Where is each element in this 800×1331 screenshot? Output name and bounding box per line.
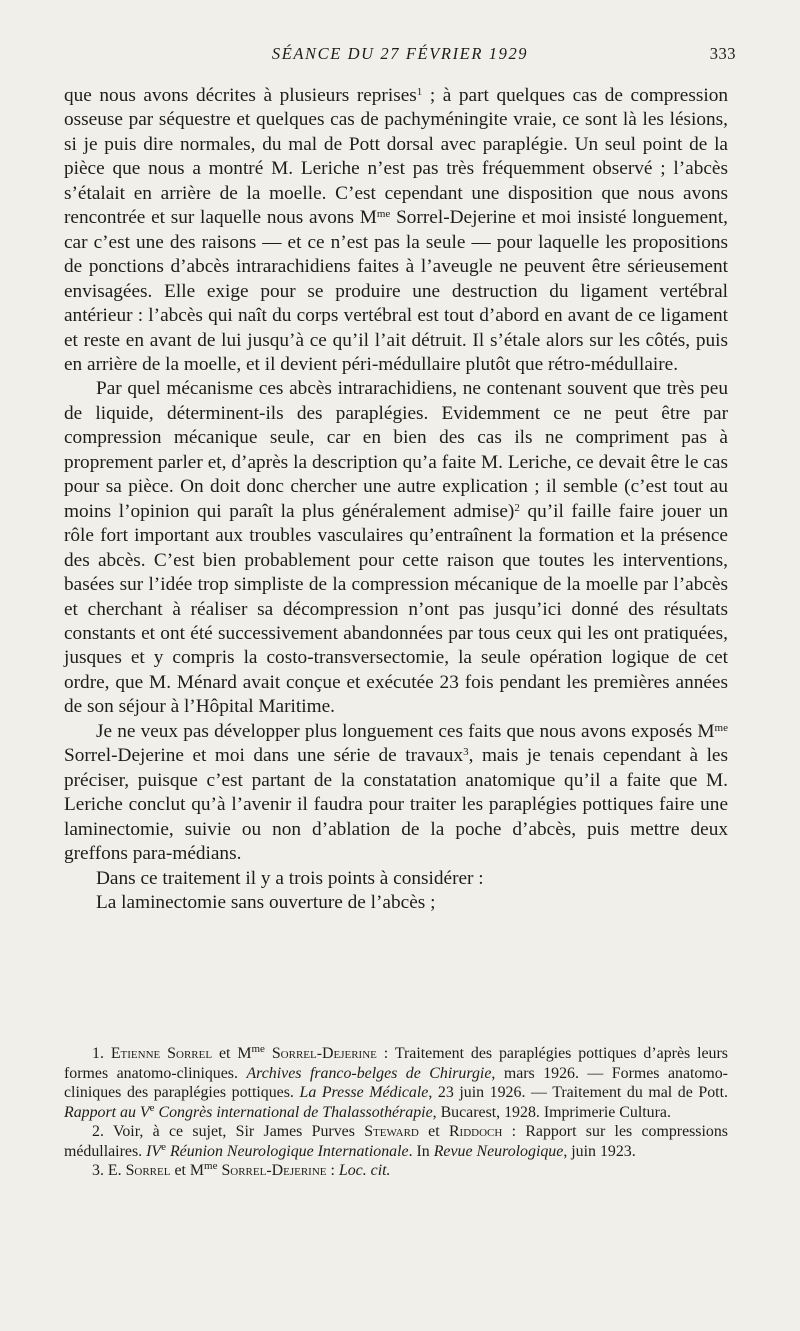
page-header xyxy=(64,44,736,68)
running-head: SÉANCE DU 27 FÉVRIER 1929 xyxy=(271,44,529,63)
body-text xyxy=(64,84,728,915)
paragraph-4: Dans ce traitement il y a trois points à considérer : xyxy=(96,867,484,889)
footnotes xyxy=(64,1044,728,1181)
paragraph-1: que nous avons décrites à plusieurs reprises$^1$ ; à part quelques cas de compression osseuse par séquestre et quelques cas de pachyméningite vraie, ce sont là les lésions, si je puis dire normales, du mal de Pott dorsal avec paraplégie. Un seul point de la pièce que nous a montré M. Leriche n’est pas très fréquemment observé ; l’abcès s’étalait en arrière de la moelle. C’est cependant une disposition que nous avons rencontrée et sur laquelle nous avons $M^{me}$ Sorrel-Dejerine et moi insisté longuement, car c’est une des raisons — et ce n’est pas la seule — pour laquelle les propositions de ponctions d’abcès intrarachidiens faites à l’aveugle ne peuvent être sérieusement envisagées. Elle exige pour se produire une destruction du ligament vertébral antérieur : l’abcès qui naît du corps vertébral est tout d’abord en avant de ce ligament et reste en avant de lui jusqu’à ce qu’il l’ait détruit. Il s’étale alors sur les côtés, puis en arrière de la moelle, et il devient péri-médullaire plutôt que rétro-médullaire. xyxy=(64,85,728,375)
footnote-ref-1: 1 xyxy=(416,85,423,98)
paragraph-3: Je ne veux pas développer plus longuement ces faits que nous avons exposés $M^{me}$ Sorrel-Dejerine et moi dans une série de travaux$^3$, mais je tenais cependant à les préciser, puisque c’est partant de la constatation anatomique qu’il a faite que M. Leriche conclut qu’à l’avenir il faudra pour traiter les paraplégies pottiques faire une laminectomie, suivie ou non d’ablation de la poche d’abcès, puis mettre deux greffons para-médians. xyxy=(64,720,728,865)
footnote-ref-2: 2 xyxy=(514,501,520,514)
page-number: 333 xyxy=(709,44,736,63)
footnote-1: 1. Etienne Sorrel et $M^{me}$ Sorrel-Dejerine : Traitement des paraplégies pottiques d’après leurs formes anatomo-cliniques. Archives franco-belges de Chirurgie, mars 1926. — Formes anatomo-cliniques des paraplégies pottiques. La Presse Médicale, 23 juin 1926. — Traitement du mal de Pott. Rapport au Ve Congrès international de Thalassothérapie, Bucarest, 1928. Imprimerie Cultura. xyxy=(64,1042,728,1121)
paragraph-2: Par quel mécanisme ces abcès intrarachidiens, ne contenant souvent que très peu de liquide, déterminent-ils des paraplégies. Evidemment ce ne peut être par compression mécanique seule, car en bien des cas ils ne compriment pas à proprement parler et, d’après la description qu’a faite M. Leriche, ce devait être le cas pour sa pièce. On doit donc chercher une autre explication ; il semble (c’est tout au moins l’opinion qui paraît la plus généralement admise)$^2$ qu’il faille faire jouer un rôle fort important aux troubles vasculaires qu’entraînent la formation et la présence des abcès. C’est bien probablement pour cette raison que toutes les interventions, basées sur l’idée trop simpliste de la compression mécanique de la moelle par l’abcès et cherchant à réaliser sa décompression n’ont pas jusqu’ici donné des résultats constants et ont été successivement abandonnées par tous ceux qui les ont pratiquées, jusques et y compris la costo-transversectomie, la seule opération logique de cet ordre, que M. Ménard avait conçue et exécutée 23 fois pendant les premières années de son séjour à l’Hôpital Maritime. xyxy=(64,378,728,718)
footnote-2: 2. Voir, à ce sujet, Sir James Purves Steward et Riddoch : Rapport sur les compressions médullaires. IVe Réunion Neurologique Internationale. In Revue Neurologique, juin 1923. xyxy=(64,1123,728,1160)
paragraph-5: La laminectomie sans ouverture de l’abcès ; xyxy=(96,891,436,913)
footnote-3: 3. E. Sorrel et $M^{me}$ Sorrel-Dejerine : Loc. cit. xyxy=(92,1159,391,1179)
footnote-ref-3: 3 xyxy=(463,746,469,759)
